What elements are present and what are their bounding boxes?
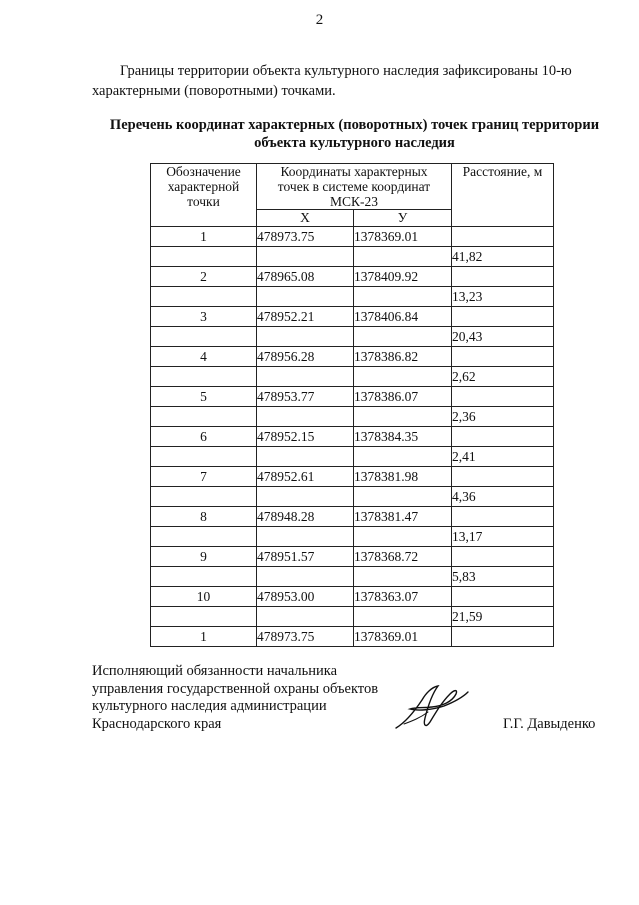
empty-cell — [257, 407, 354, 427]
x-coordinate-cell: 478973.75 — [257, 627, 354, 647]
header-point-line: точки — [187, 194, 220, 209]
x-coordinate-cell: 478952.15 — [257, 427, 354, 447]
distance-cell — [452, 267, 554, 287]
signatory-line: Исполняющий обязанности начальника — [92, 663, 338, 679]
empty-cell — [257, 487, 354, 507]
empty-cell — [257, 327, 354, 347]
point-row — [151, 347, 554, 367]
empty-cell — [354, 367, 452, 387]
empty-cell — [257, 527, 354, 547]
header-coordinates-line: МСК-23 — [329, 194, 378, 209]
header-y: У — [354, 210, 452, 227]
intro-line-2: характерными (поворотными) точками. — [92, 83, 336, 99]
y-coordinate-cell: 1378381.98 — [354, 467, 452, 487]
distance-row — [151, 447, 554, 467]
empty-cell — [354, 487, 452, 507]
empty-cell — [354, 607, 452, 627]
empty-cell — [354, 247, 452, 267]
empty-cell — [354, 447, 452, 467]
signatory-line: управления государственной охраны объектов — [92, 680, 379, 697]
y-coordinate-cell: 1378386.82 — [354, 347, 452, 367]
point-number-cell: 3 — [151, 307, 257, 327]
distance-value: 4,36 — [452, 487, 554, 507]
distance-value: 2,36 — [452, 407, 554, 427]
y-coordinate-cell: 1378386.07 — [354, 387, 452, 407]
empty-cell — [257, 247, 354, 267]
empty-cell — [151, 367, 257, 387]
x-coordinate-cell: 478973.75 — [257, 227, 354, 247]
distance-cell — [452, 347, 554, 367]
empty-cell — [151, 447, 257, 467]
point-row — [151, 587, 554, 607]
x-coordinate-cell: 478952.61 — [257, 467, 354, 487]
empty-cell — [151, 527, 257, 547]
intro-paragraph — [92, 61, 617, 101]
coordinates-table — [150, 163, 554, 647]
empty-cell — [151, 567, 257, 587]
point-row — [151, 267, 554, 287]
x-coordinate-cell: 478952.21 — [257, 307, 354, 327]
distance-value: 13,23 — [452, 287, 554, 307]
y-coordinate-cell: 1378381.47 — [354, 507, 452, 527]
distance-value: 20,43 — [452, 327, 554, 347]
empty-cell — [354, 287, 452, 307]
distance-value: 13,17 — [452, 527, 554, 547]
point-row — [151, 547, 554, 567]
point-number-cell: 2 — [151, 267, 257, 287]
empty-cell — [151, 407, 257, 427]
empty-cell — [257, 367, 354, 387]
signer-name: Г.Г. Давыденко — [503, 716, 596, 732]
header-distance: Расстояние, м — [452, 164, 554, 227]
point-number-cell: 1 — [151, 627, 257, 647]
x-coordinate-cell: 478965.08 — [257, 267, 354, 287]
distance-row — [151, 287, 554, 307]
point-row — [151, 227, 554, 247]
point-row — [151, 507, 554, 527]
distance-value: 41,82 — [452, 247, 554, 267]
distance-value: 5,83 — [452, 567, 554, 587]
empty-cell — [257, 447, 354, 467]
distance-cell — [452, 627, 554, 647]
intro-line-1: Границы территории объекта культурного наследия зафиксированы 10-ю — [120, 63, 572, 79]
point-row — [151, 467, 554, 487]
point-number-cell: 5 — [151, 387, 257, 407]
header-x: X — [257, 210, 354, 227]
distance-cell — [452, 467, 554, 487]
x-coordinate-cell: 478953.77 — [257, 387, 354, 407]
handwritten-signature — [392, 682, 472, 732]
x-coordinate-cell: 478951.57 — [257, 547, 354, 567]
empty-cell — [354, 527, 452, 547]
x-coordinate-cell: 478948.28 — [257, 507, 354, 527]
distance-row — [151, 487, 554, 507]
y-coordinate-cell: 1378363.07 — [354, 587, 452, 607]
empty-cell — [257, 607, 354, 627]
distance-cell — [452, 507, 554, 527]
coordinates-table-body — [151, 227, 554, 647]
distance-cell — [452, 547, 554, 567]
distance-row — [151, 407, 554, 427]
point-row — [151, 627, 554, 647]
header-point-line: характерной — [167, 179, 240, 194]
empty-cell — [257, 567, 354, 587]
y-coordinate-cell: 1378368.72 — [354, 547, 452, 567]
point-row — [151, 427, 554, 447]
point-number-cell: 4 — [151, 347, 257, 367]
distance-cell — [452, 587, 554, 607]
y-coordinate-cell: 1378384.35 — [354, 427, 452, 447]
empty-cell — [151, 287, 257, 307]
header-coordinates-line: Координаты характерных — [280, 164, 428, 179]
distance-row — [151, 607, 554, 627]
signatory-line: Краснодарского края — [92, 715, 222, 732]
table-title-line-1: Перечень координат характерных (поворотных) точек границ территории — [109, 117, 600, 133]
point-number-cell: 8 — [151, 507, 257, 527]
header-coordinates-line: точек в системе координат — [277, 179, 431, 194]
empty-cell — [151, 487, 257, 507]
header-coordinates — [257, 164, 452, 210]
distance-row — [151, 247, 554, 267]
empty-cell — [354, 567, 452, 587]
signatory-line: культурного наследия администрации — [92, 698, 327, 714]
table-title-line-2: объекта культурного наследия — [254, 135, 455, 151]
empty-cell — [354, 407, 452, 427]
x-coordinate-cell: 478953.00 — [257, 587, 354, 607]
y-coordinate-cell: 1378369.01 — [354, 627, 452, 647]
point-number-cell: 10 — [151, 587, 257, 607]
distance-cell — [452, 387, 554, 407]
point-row — [151, 387, 554, 407]
header-point-line: Обозначение — [166, 164, 241, 179]
distance-row — [151, 567, 554, 587]
distance-value: 2,62 — [452, 367, 554, 387]
point-number-cell: 6 — [151, 427, 257, 447]
signatory-position — [92, 663, 422, 733]
distance-row — [151, 367, 554, 387]
page-number: 2 — [315, 12, 324, 28]
empty-cell — [257, 287, 354, 307]
empty-cell — [151, 607, 257, 627]
y-coordinate-cell: 1378409.92 — [354, 267, 452, 287]
header-point — [151, 164, 257, 227]
distance-value: 2,41 — [452, 447, 554, 467]
distance-row — [151, 327, 554, 347]
distance-row — [151, 527, 554, 547]
point-number-cell: 7 — [151, 467, 257, 487]
point-row — [151, 307, 554, 327]
x-coordinate-cell: 478956.28 — [257, 347, 354, 367]
distance-cell — [452, 427, 554, 447]
distance-value: 21,59 — [452, 607, 554, 627]
distance-cell — [452, 307, 554, 327]
y-coordinate-cell: 1378369.01 — [354, 227, 452, 247]
empty-cell — [151, 327, 257, 347]
empty-cell — [354, 327, 452, 347]
y-coordinate-cell: 1378406.84 — [354, 307, 452, 327]
empty-cell — [151, 247, 257, 267]
table-title — [92, 116, 617, 152]
point-number-cell: 1 — [151, 227, 257, 247]
distance-cell — [452, 227, 554, 247]
point-number-cell: 9 — [151, 547, 257, 567]
